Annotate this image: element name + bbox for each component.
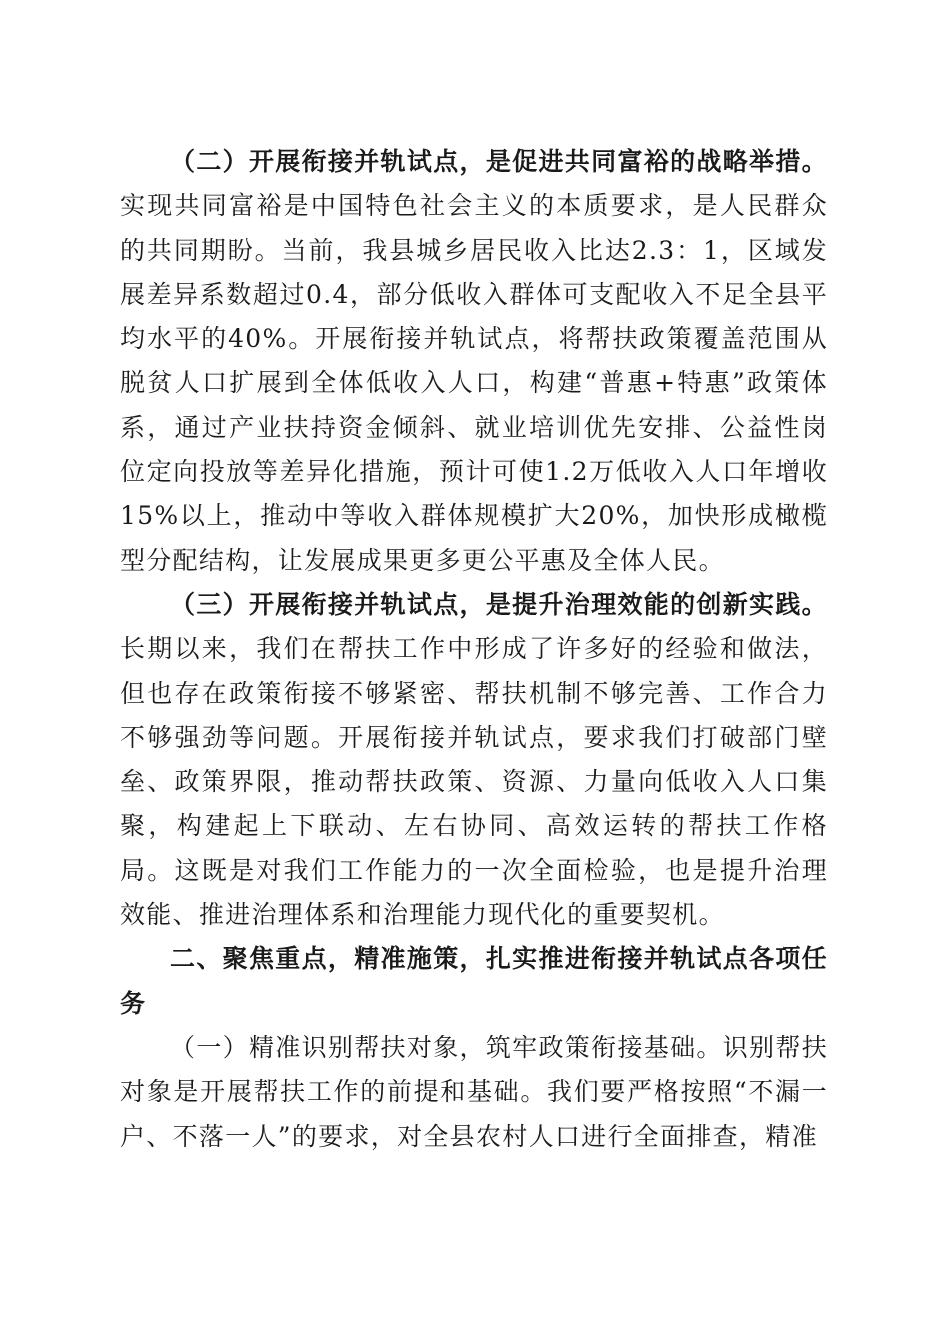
paragraph-common-prosperity bbox=[120, 140, 828, 583]
document-body bbox=[120, 140, 828, 1159]
paragraph-lead: （二）开展衔接并轨试点，是促进共同富裕的战略举措。 bbox=[170, 147, 828, 176]
paragraph-governance bbox=[120, 583, 828, 937]
paragraph-text: 识别帮扶对象是开展帮扶工作的前提和基础。我们要严格按照“不漏一户、不落一人”的要求，对全县农村人口进行全面排查，精准 bbox=[120, 1032, 828, 1151]
paragraph-lead: （三）开展衔接并轨试点，是提升治理效能的创新实践。 bbox=[170, 589, 828, 619]
paragraph-text: 长期以来，我们在帮扶工作中形成了许多好的经验和做法，但也存在政策衔接不够紧密、帮扶机制不够完善、工作合力不够强劲等问题。开展衔接并轨试点，要求我们打破部门壁垒、政策界限，推动帮扶政策、资源、力量向低收入人口集聚，构建起上下联动、左右协同、高效运转的帮扶工作格局。这既是对我们工作能力的一次全面检验，也是提升治理效能、推进治理体系和治理能力现代化的重要契机。 bbox=[120, 634, 828, 930]
section-heading: 二、聚焦重点，精准施策，扎实推进衔接并轨试点各项任务 bbox=[120, 944, 828, 1018]
paragraph-text: 实现共同富裕是中国特色社会主义的本质要求，是人民群众的共同期盼。当前，我县城乡居民收入比达2.3：1，区域发展差异系数超过0.4，部分低收入群体可支配收入不足全县平均水平的40%。开展衔接并轨试点，将帮扶政策覆盖范围从脱贫人口扩展到全体低收入人口，构建“普惠+特惠”政策体系，通过产业扶持资金倾斜、就业培训优先安排、公益性岗位定向投放等差异化措施，预计可使1.2万低收入人口年增收15%以上，推动中等收入群体规模扩大20%，加快形成橄榄型分配结构，让发展成果更多更公平惠及全体人民。 bbox=[120, 191, 828, 575]
paragraph-identify-targets bbox=[120, 1026, 828, 1159]
paragraph-lead: （一）精准识别帮扶对象，筑牢政策衔接基础。 bbox=[170, 1032, 723, 1062]
